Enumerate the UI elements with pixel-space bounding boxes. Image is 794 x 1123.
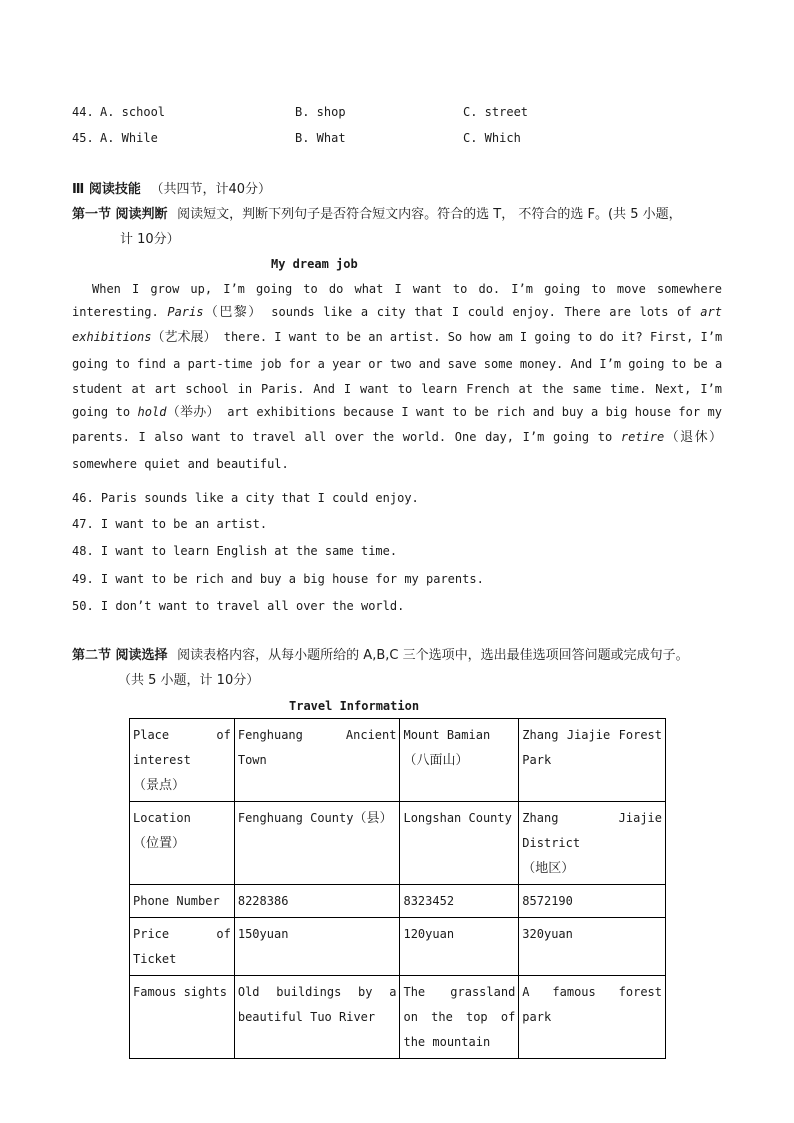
option-c: C. Which: [463, 131, 521, 145]
passage-line: going to hold（举办） art exhibitions because I want to be rich and buy a big house for my: [72, 405, 722, 420]
section1-instruction: 阅读短文，判断下列句子是否符合短文内容。符合的选 T， 不符合的选 F。(共 5 小题，: [177, 207, 682, 222]
section2-instruction-cont: （共 5 小题，计 10分）: [118, 673, 260, 688]
table-row: [130, 918, 666, 976]
table-row: [130, 976, 666, 1059]
table-title: Travel Information: [289, 699, 420, 713]
table-row: [130, 885, 666, 918]
statement-48: 48. I want to learn English at the same time.: [72, 544, 398, 558]
section2-heading: [72, 644, 689, 663]
table-cell: 8323452: [400, 885, 519, 918]
table-cell: Old buildings by a beautiful Tuo River: [234, 976, 400, 1059]
option-c: C. street: [463, 105, 529, 119]
table-header-cell: Phone Number: [130, 885, 235, 918]
passage-line: going to find a part-time job for a year or two and save some money. And I’m going to be a: [72, 357, 723, 371]
question-number: 44.: [72, 105, 94, 119]
section2-instruction: 阅读表格内容，从每小题所给的 A,B,C 三个选项中，选出最佳选项回答问题或完成句子。: [177, 648, 689, 663]
option-b: B. shop: [295, 105, 346, 119]
table-cell: The grassland on the top of the mountain: [400, 976, 519, 1059]
section1-heading: [72, 203, 682, 222]
passage-line: parents. I also want to travel all over the world. One day, I’m going to retire（退休）: [72, 430, 722, 445]
statement-47: 47. I want to be an artist.: [72, 517, 268, 531]
table-cell: 320yuan: [519, 918, 666, 976]
option-b: B. What: [295, 131, 346, 145]
section1-label: 第一节 阅读判断: [72, 207, 168, 222]
table-cell: 150yuan: [234, 918, 400, 976]
option-a: A. While: [100, 131, 158, 145]
part-heading: [72, 178, 271, 197]
table-header-cell: Place of interest （景点）: [130, 719, 235, 802]
table-cell: 8228386: [234, 885, 400, 918]
part-title: Ⅲ 阅读技能: [72, 182, 141, 197]
option-a: A. school: [100, 105, 166, 119]
statement-50: 50. I don’t want to travel all over the world.: [72, 599, 405, 613]
passage-line: exhibitions（艺术展） there. I want to be an artist. So how am I going to do it? First, I’m: [72, 330, 723, 345]
table-cell: 8572190: [519, 885, 666, 918]
statement-46: 46. Paris sounds like a city that I could enjoy.: [72, 491, 419, 505]
table-cell: Zhang Jiajie Forest Park: [519, 719, 666, 802]
table-cell: Longshan County: [400, 802, 519, 885]
part-score: （共四节，计40分）: [150, 182, 272, 197]
passage-line: somewhere quiet and beautiful.: [72, 457, 289, 471]
table-row: [130, 802, 666, 885]
passage-line: interesting. Paris（巴黎） sounds like a city that I could enjoy. There are lots of art: [72, 305, 722, 320]
table-cell: 120yuan: [400, 918, 519, 976]
section1-instruction-cont: 计 10分）: [120, 232, 180, 247]
table-header-cell: Location （位置）: [130, 802, 235, 885]
table-cell: Fenghuang County（县）: [234, 802, 400, 885]
statement-49: 49. I want to be rich and buy a big house for my parents.: [72, 572, 484, 586]
travel-info-table: [129, 718, 666, 1059]
table-cell: Zhang Jiajie District （地区）: [519, 802, 666, 885]
table-row: [130, 719, 666, 802]
table-cell: Fenghuang Ancient Town: [234, 719, 400, 802]
section2-label: 第二节 阅读选择: [72, 648, 168, 663]
passage-line: When I grow up, I’m going to do what I want to do. I’m going to move somewhere: [92, 282, 722, 296]
table-cell: Mount Bamian （八面山）: [400, 719, 519, 802]
table-header-cell: Price of Ticket: [130, 918, 235, 976]
passage-title: My dream job: [271, 257, 358, 271]
table-header-cell: Famous sights: [130, 976, 235, 1059]
passage-line: student at art school in Paris. And I want to learn French at the same time. Next, I’m: [72, 382, 722, 396]
question-number: 45.: [72, 131, 94, 145]
table-cell: A famous forest park: [519, 976, 666, 1059]
